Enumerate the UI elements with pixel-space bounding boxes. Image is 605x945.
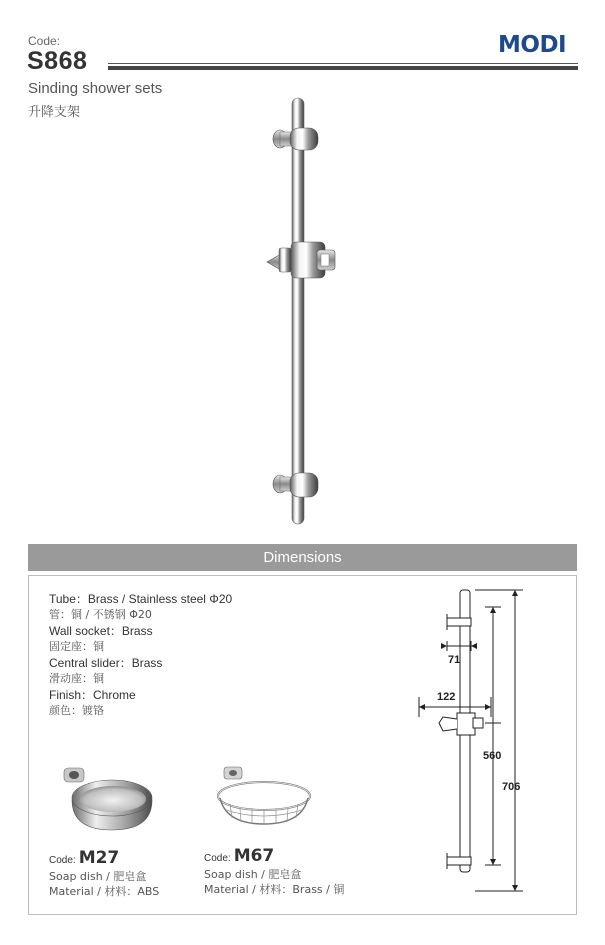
m67-code: Code: M67	[204, 846, 275, 866]
product-code: S868	[27, 47, 88, 75]
brand-logo: MODI	[498, 32, 567, 58]
code-label: Code:	[28, 34, 61, 48]
header-divider	[108, 63, 578, 70]
m27-code: Code: M27	[49, 848, 120, 868]
dimensions-heading: Dimensions	[28, 544, 577, 571]
spec-slider: Central slider：Brass	[49, 656, 163, 670]
product-title-cn: 升降支架	[28, 105, 81, 120]
dim-label-122: 122	[437, 691, 456, 703]
spec-tube: Tube：Brass / Stainless steel Φ20	[49, 592, 233, 606]
m67-soap-basket-image	[210, 764, 314, 834]
dim-label-71: 71	[448, 654, 461, 666]
spec-slider-cn: 滑动座：铜	[49, 672, 104, 685]
dim-label-706: 706	[502, 781, 521, 793]
dimension-drawing	[395, 585, 570, 900]
spec-tube-cn: 管：铜 / 不锈钢 Φ20	[49, 608, 152, 621]
m67-material: Material / 材料：Brass / 铜	[204, 883, 345, 896]
product-photo	[255, 92, 355, 532]
spec-wall-socket-cn: 固定座：铜	[49, 640, 104, 653]
spec-finish: Finish：Chrome	[49, 688, 136, 702]
m67-description: Soap dish / 肥皂盒	[204, 868, 302, 881]
m27-soap-dish-image	[58, 760, 156, 834]
m27-material: Material / 材料：ABS	[49, 885, 160, 898]
product-title-en: Sinding shower sets	[28, 80, 163, 97]
dim-label-560: 560	[483, 750, 502, 762]
m27-description: Soap dish / 肥皂盒	[49, 870, 147, 883]
spec-finish-cn: 颜色：镀铬	[49, 704, 104, 717]
spec-wall-socket: Wall socket：Brass	[49, 624, 153, 638]
